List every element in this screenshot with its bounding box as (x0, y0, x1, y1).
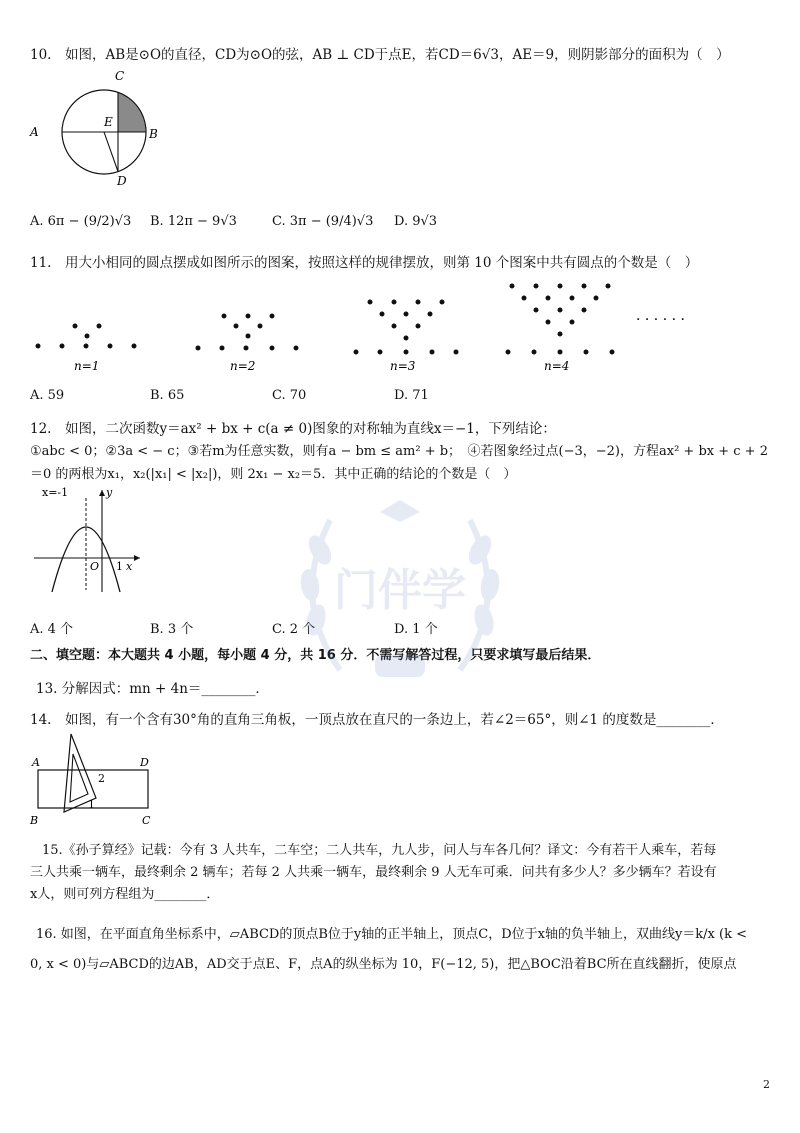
q12-parabola-figure (28, 484, 148, 596)
q15-line3: x人，则可列方程组为________． (30, 887, 220, 902)
q12-label-y: y (106, 486, 113, 499)
q12-label-axis: x=-1 (42, 486, 69, 499)
q11-dot-patterns (28, 278, 728, 378)
q16-line2: 0, x < 0)与▱ABCD的边AB，AD交于点E、F，点A的纵坐标为 10，F(−12, 5)，把△BOC沿着BC所在直线翻折，使原点 (30, 957, 737, 972)
watermark-logo (280, 470, 520, 710)
q10-label-A: A (30, 125, 39, 139)
q14-ruler-figure (28, 730, 168, 828)
q14-stem: 14. 如图，有一个含有30°角的直角三角板，一顶点放在直尺的一条边上，若∠2＝65°，则∠1 的度数是________． (30, 712, 724, 728)
q10-circle-figure (28, 68, 168, 190)
q11-option-c[interactable]: C. 70 (272, 388, 307, 403)
q16-line1: 16. 如图，在平面直角坐标系中，▱ABCD的顶点B位于y轴的正半轴上，顶点C，D位于x轴的负半轴上，双曲线y＝k/x (k < (36, 927, 747, 942)
q14-label-C: C (142, 814, 151, 827)
q12-stem-line1: 12. 如图，二次函数y＝ax² + bx + c(a ≠ 0)图象的对称轴为直线x＝−1，下列结论： (30, 421, 556, 437)
q13-stem: 13. 分解因式：mn + 4n＝________． (36, 681, 269, 697)
q15-line1: 15.《孙子算经》记载：今有 3 人共车，二车空；二人共车，九人步，问人与车各几何？译文：今有若干人乘车，若每 (42, 843, 717, 858)
q15-line2: 三人共乘一辆车，最终剩余 2 辆车；若每 2 人共乘一辆车，最终剩余 9 人无车可乘．问共有多少人？多少辆车？若设有 (30, 865, 717, 880)
q11-option-b[interactable]: B. 65 (150, 388, 185, 403)
q11-stem: 11. 用大小相同的圆点摆成如图所示的图案，按照这样的规律摆放，则第 10 个图案中共有圆点的个数是（ ） (30, 255, 699, 271)
q10-label-D: D (117, 174, 127, 188)
q12-option-d[interactable]: D. 1 个 (394, 622, 438, 637)
q10-option-b[interactable]: B. 12π − 9√3 (150, 214, 237, 229)
q14-label-D: D (140, 756, 149, 769)
q11-label-n2: n=2 (230, 359, 256, 373)
q10-stem: 10. 如图，AB是⊙O的直径，CD为⊙O的弦，AB ⊥ CD于点E，若CD＝6√3，AE＝9，则阴影部分的面积为（ ） (30, 47, 730, 63)
q10-option-c[interactable]: C. 3π − (9/4)√3 (272, 214, 374, 229)
q10-label-B: B (149, 127, 158, 141)
q14-label-2: 2 (98, 772, 105, 785)
q11-label-n4: n=4 (544, 359, 570, 373)
section2-heading: 二、填空题：本大题共 4 小题，每小题 4 分，共 16 分．不需写解答过程，只要求填写最后结果． (30, 648, 601, 663)
q10-shaded-region (118, 92, 146, 132)
q12-option-c[interactable]: C. 2 个 (272, 622, 316, 637)
q11-option-d[interactable]: D. 71 (394, 388, 429, 403)
q10-label-C: C (115, 69, 125, 83)
watermark-text: 门伴学 (334, 565, 466, 616)
q14-label-B: B (30, 814, 39, 827)
q11-ellipsis: · · · · · · (636, 312, 685, 328)
q10-option-a[interactable]: A. 6π − (9/2)√3 (30, 214, 132, 229)
q11-option-a[interactable]: A. 59 (30, 388, 65, 403)
q14-label-A: A (32, 756, 40, 769)
q10-option-d[interactable]: D. 9√3 (394, 214, 438, 229)
q11-label-n3: n=3 (390, 359, 416, 373)
q14-label-1: 1 (88, 798, 95, 811)
q12-label-x: x (126, 560, 133, 573)
q10-label-E: E (104, 115, 113, 129)
q12-label-one: 1 (116, 560, 123, 573)
q12-option-b[interactable]: B. 3 个 (150, 622, 194, 637)
q12-label-origin: O (90, 560, 100, 573)
q12-option-a[interactable]: A. 4 个 (30, 622, 74, 637)
q11-label-n1: n=1 (74, 359, 100, 373)
q12-stem-line2: ①abc < 0；②3a < − c；③若m为任意实数，则有a − bm ≤ am² + b； ④若图象经过点(−3，−2)，方程ax² + bx + c + 2 (30, 444, 768, 459)
page-number: 2 (763, 1078, 770, 1091)
q12-stem-line3: ＝0 的两根为x₁，x₂(|x₁| < |x₂|)，则 2x₁ − x₂＝5．其中正确的结论的个数是（ ） (30, 467, 517, 482)
